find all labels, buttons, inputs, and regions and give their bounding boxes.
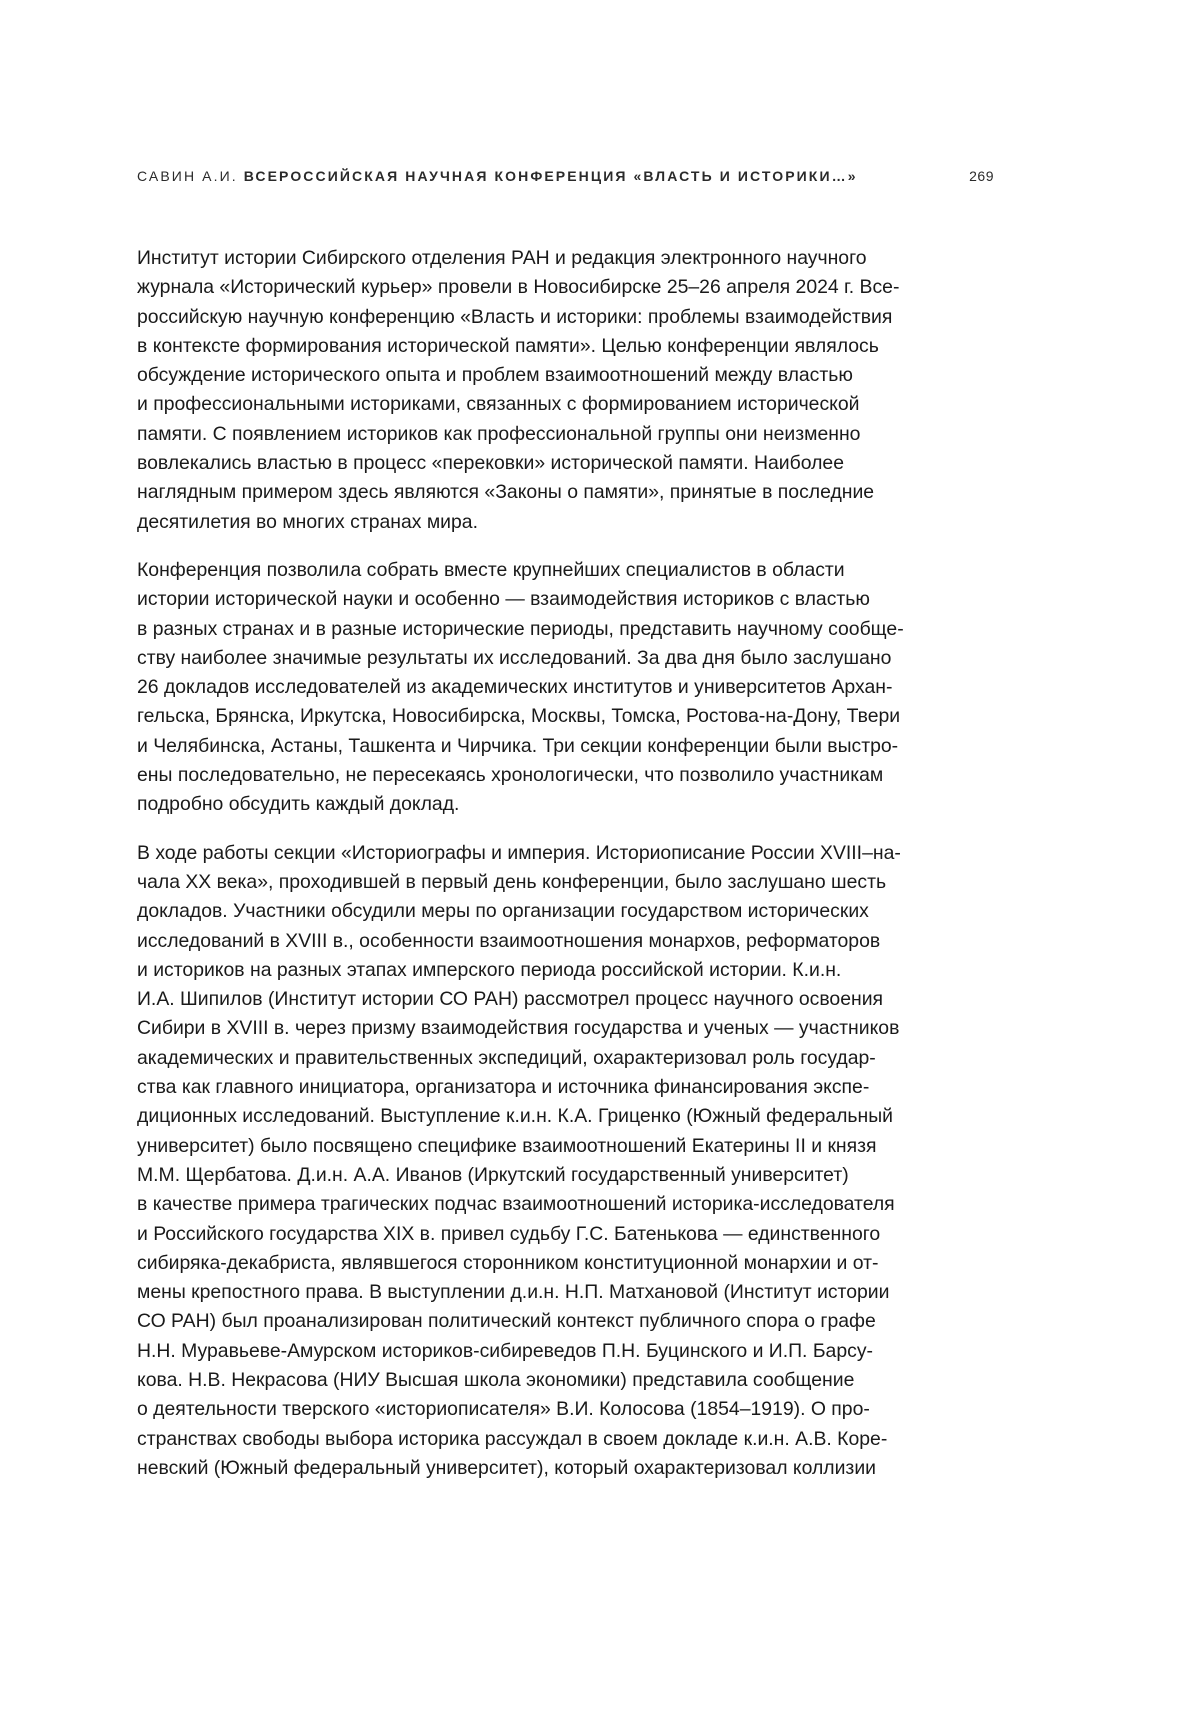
running-title: [137, 168, 858, 184]
text-line: ству наиболее значимые результаты их исследований. За два дня было заслушано: [137, 644, 994, 673]
text-line: в контексте формирования исторической памяти». Целью конференции являлось: [137, 332, 994, 361]
paragraph-1: [137, 244, 994, 537]
text-line: в качестве примера трагических подчас взаимоотношений историка-исследователя: [137, 1190, 994, 1219]
text-line: и Российского государства XIX в. привел судьбу Г.С. Батенькова — единственного: [137, 1220, 994, 1249]
text-line: 26 докладов исследователей из академических институтов и университетов Архан-: [137, 673, 994, 702]
text-line: докладов. Участники обсудили меры по организации государством исторических: [137, 897, 994, 926]
header-article-title: ВСЕРОССИЙСКАЯ НАУЧНАЯ КОНФЕРЕНЦИЯ «ВЛАСТЬ И ИСТОРИКИ…»: [244, 168, 858, 184]
text-line: кова. Н.В. Некрасова (НИУ Высшая школа экономики) представила сообщение: [137, 1366, 994, 1395]
text-line: и Челябинска, Астаны, Ташкента и Чирчика. Три секции конференции были выстро-: [137, 732, 994, 761]
text-line: истории исторической науки и особенно — взаимодействия историков с властью: [137, 585, 994, 614]
article-body: [137, 244, 994, 1502]
text-line: М.М. Щербатова. Д.и.н. А.А. Иванов (Иркутский государственный университет): [137, 1161, 994, 1190]
text-line: и историков на разных этапах имперского периода российской истории. К.и.н.: [137, 956, 994, 985]
text-line: Конференция позволила собрать вместе крупнейших специалистов в области: [137, 556, 994, 585]
paragraph-2: [137, 556, 994, 820]
text-line: диционных исследований. Выступление к.и.н. К.А. Гриценко (Южный федеральный: [137, 1102, 994, 1131]
text-line: памяти. С появлением историков как профессиональной группы они неизменно: [137, 420, 994, 449]
text-line: российскую научную конференцию «Власть и историки: проблемы взаимодействия: [137, 303, 994, 332]
text-line: гельска, Брянска, Иркутска, Новосибирска, Москвы, Томска, Ростова-на-Дону, Твери: [137, 702, 994, 731]
text-line: странствах свободы выбора историка рассуждал в своем докладе к.и.н. А.В. Коре-: [137, 1425, 994, 1454]
text-line: сибиряка-декабриста, являвшегося сторонником конституционной монархии и от-: [137, 1249, 994, 1278]
text-line: Н.Н. Муравьеве-Амурском историков-сибиреведов П.Н. Буцинского и И.П. Барсу-: [137, 1337, 994, 1366]
text-line: мены крепостного права. В выступлении д.и.н. Н.П. Матхановой (Институт истории: [137, 1278, 994, 1307]
text-line: университет) было посвящено специфике взаимоотношений Екатерины II и князя: [137, 1132, 994, 1161]
text-line: и профессиональными историками, связанных с формированием исторической: [137, 390, 994, 419]
text-line: подробно обсудить каждый доклад.: [137, 790, 994, 819]
text-line: обсуждение исторического опыта и проблем взаимоотношений между властью: [137, 361, 994, 390]
page-number: 269: [969, 168, 994, 184]
text-line: о деятельности тверского «историописателя» В.И. Колосова (1854–1919). О про-: [137, 1395, 994, 1424]
text-line: десятилетия во многих странах мира.: [137, 508, 994, 537]
text-line: СО РАН) был проанализирован политический контекст публичного спора о графе: [137, 1307, 994, 1336]
text-line: журнала «Исторический курьер» провели в Новосибирске 25–26 апреля 2024 г. Все-: [137, 273, 994, 302]
text-line: И.А. Шипилов (Институт истории СО РАН) рассмотрел процесс научного освоения: [137, 985, 994, 1014]
text-line: Институт истории Сибирского отделения РАН и редакция электронного научного: [137, 244, 994, 273]
text-line: ены последовательно, не пересекаясь хронологически, что позволило участникам: [137, 761, 994, 790]
text-line: ства как главного инициатора, организатора и источника финансирования экспе-: [137, 1073, 994, 1102]
text-line: В ходе работы секции «Историографы и империя. Историописание России XVIII–на-: [137, 839, 994, 868]
running-header: [137, 168, 994, 190]
paragraph-3: [137, 839, 994, 1484]
text-line: исследований в XVIII в., особенности взаимоотношения монархов, реформаторов: [137, 927, 994, 956]
text-line: в разных странах и в разные исторические периоды, представить научному сообще-: [137, 615, 994, 644]
text-line: наглядным примером здесь являются «Законы о памяти», принятые в последние: [137, 478, 994, 507]
text-line: вовлекались властью в процесс «перековки» исторической памяти. Наиболее: [137, 449, 994, 478]
text-line: академических и правительственных экспедиций, охарактеризовал роль государ-: [137, 1044, 994, 1073]
header-author: САВИН А.И.: [137, 168, 238, 184]
text-line: невский (Южный федеральный университет), который охарактеризовал коллизии: [137, 1454, 994, 1483]
text-line: чала XX века», проходившей в первый день конференции, было заслушано шесть: [137, 868, 994, 897]
text-line: Сибири в XVIII в. через призму взаимодействия государства и ученых — участников: [137, 1014, 994, 1043]
